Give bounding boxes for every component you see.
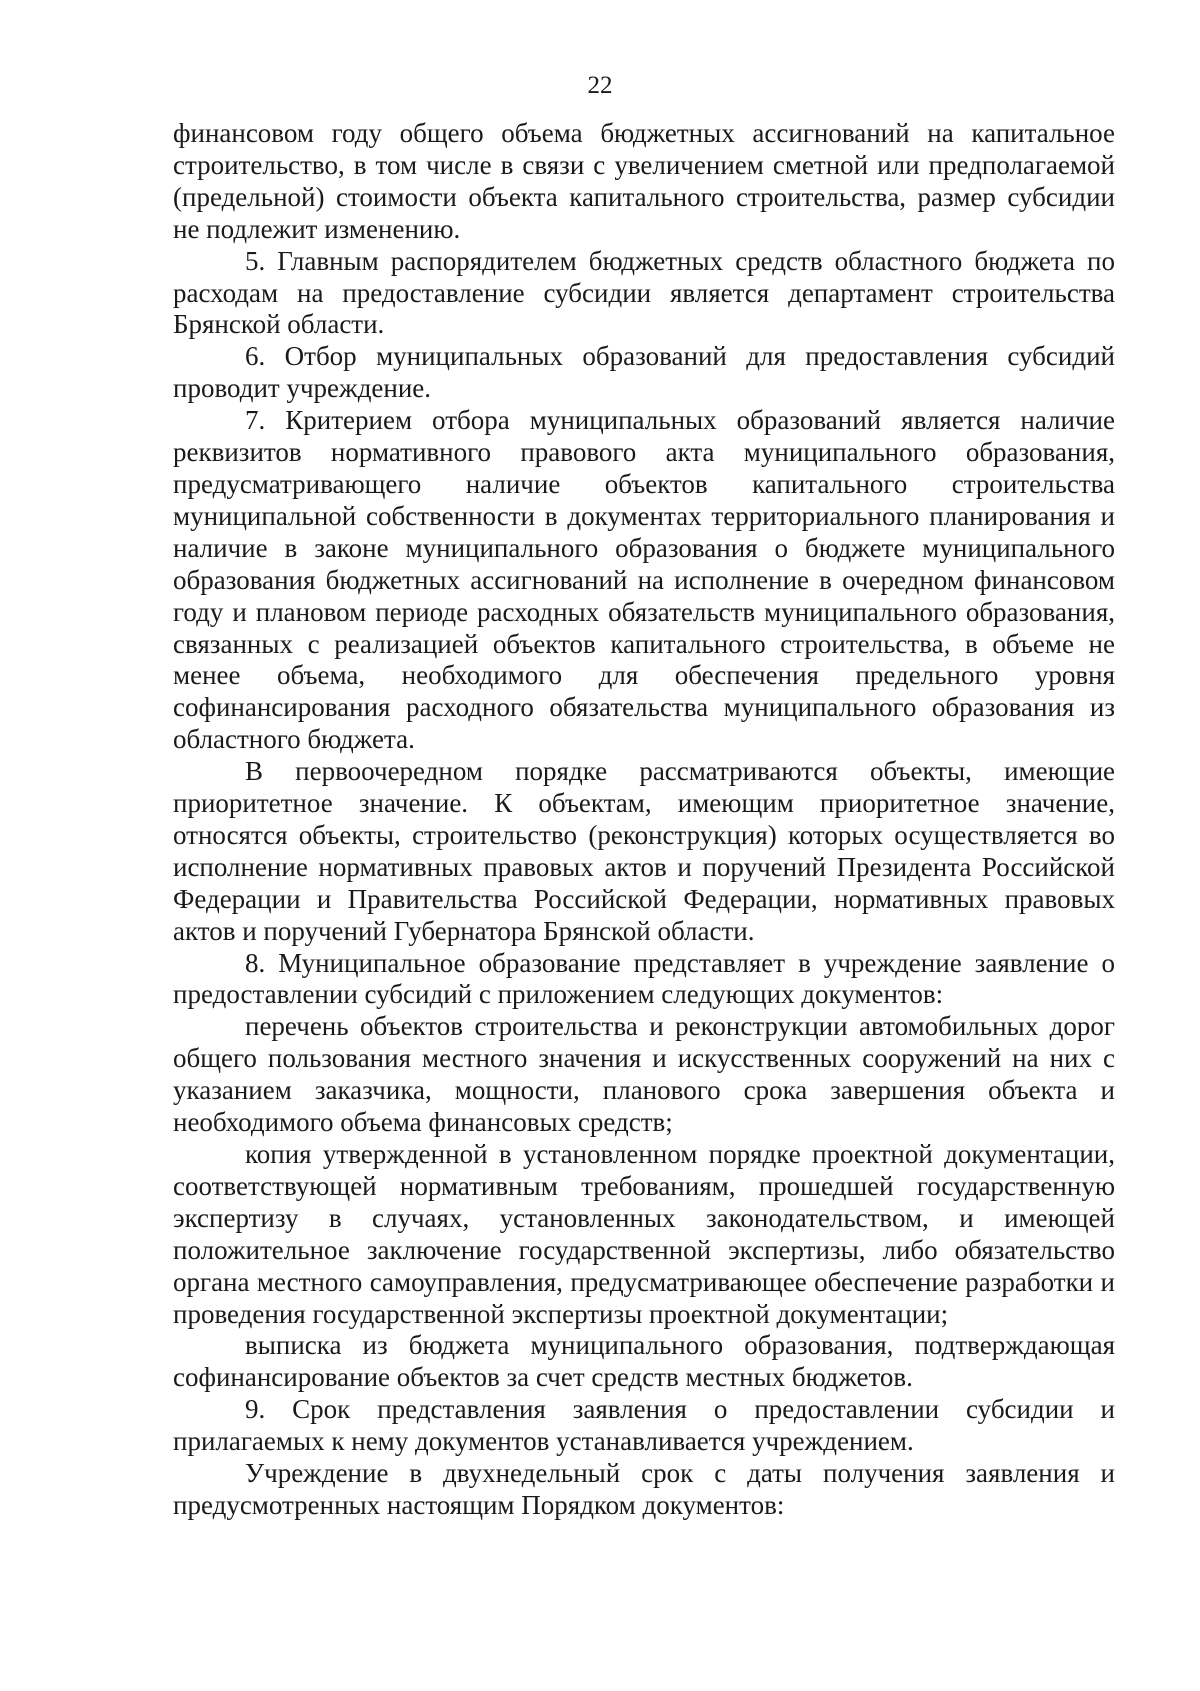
page-number: 22	[587, 72, 613, 99]
list-item-budget-extract: выписка из бюджета муниципального образования, подтверждающая софинансирование объектов за счет средств местных бюджетов.	[173, 1330, 1115, 1393]
paragraph-8: 8. Муниципальное образование представляет в учреждение заявление о предоставлении субсидий с приложением следующих документов:	[173, 947, 1115, 1010]
paragraph-institution: Учреждение в двухнедельный срок с даты получения заявления и предусмотренных настоящим Порядком документов:	[173, 1458, 1115, 1520]
document-body	[173, 118, 1115, 1522]
paragraph-priority: В первоочередном порядке рассматриваются объекты, имеющие приоритетное значение. К объектам, имеющим приоритетное значение, относятся объекты, строительство (реконструкция) которых осуществляется во исполнение нормативных правовых актов и поручений Президента Российской Федерации и Правительства Российской Федерации, нормативных правовых актов и поручений Губернатора Брянской области.	[173, 756, 1115, 946]
list-item-project-documentation: копия утвержденной в установленном порядке проектной документации, соответствующей нормативным требованиям, прошедшей государственную экспертизу в случаях, установленных законодательством, и имеющей положительное заключение государственной экспертизы, либо обязательство органа местного самоуправления, предусматривающее обеспечение разработки и проведения государственной экспертизы проектной документации;	[173, 1139, 1115, 1329]
paragraph-9: 9. Срок представления заявления о предоставлении субсидии и прилагаемых к нему документов устанавливается учреждением.	[173, 1394, 1115, 1457]
paragraph-6: 6. Отбор муниципальных образований для предоставления субсидий проводит учреждение.	[173, 341, 1115, 404]
paragraph-7: 7. Критерием отбора муниципальных образований является наличие реквизитов нормативного правового акта муниципального образования, предусматривающего наличие объектов капитального строительства муниципальной собственности в документах территориального планирования и наличие в законе муниципального образования о бюджете муниципального образования бюджетных ассигнований на исполнение в очередном финансовом году и плановом периоде расходных обязательств муниципального образования, связанных с реализацией объектов капитального строительства, в объеме не менее объема, необходимого для обеспечения предельного уровня софинансирования расходного обязательства муниципального образования из областного бюджета.	[173, 405, 1115, 755]
list-item-objects-list: перечень объектов строительства и реконструкции автомобильных дорог общего пользования местного значения и искусственных сооружений на них с указанием заказчика, мощности, планового срока завершения объекта и необходимого объема финансовых средств;	[173, 1011, 1115, 1138]
paragraph-1: финансовом году общего объема бюджетных ассигнований на капитальное строительство, в том числе в связи с увеличением сметной или предполагаемой (предельной) стоимости объекта капитального строительства, размер субсидии не подлежит изменению.	[173, 118, 1115, 244]
paragraph-5: 5. Главным распорядителем бюджетных средств областного бюджета по расходам на предоставление субсидии является департамент строительства Брянской области.	[173, 245, 1115, 340]
